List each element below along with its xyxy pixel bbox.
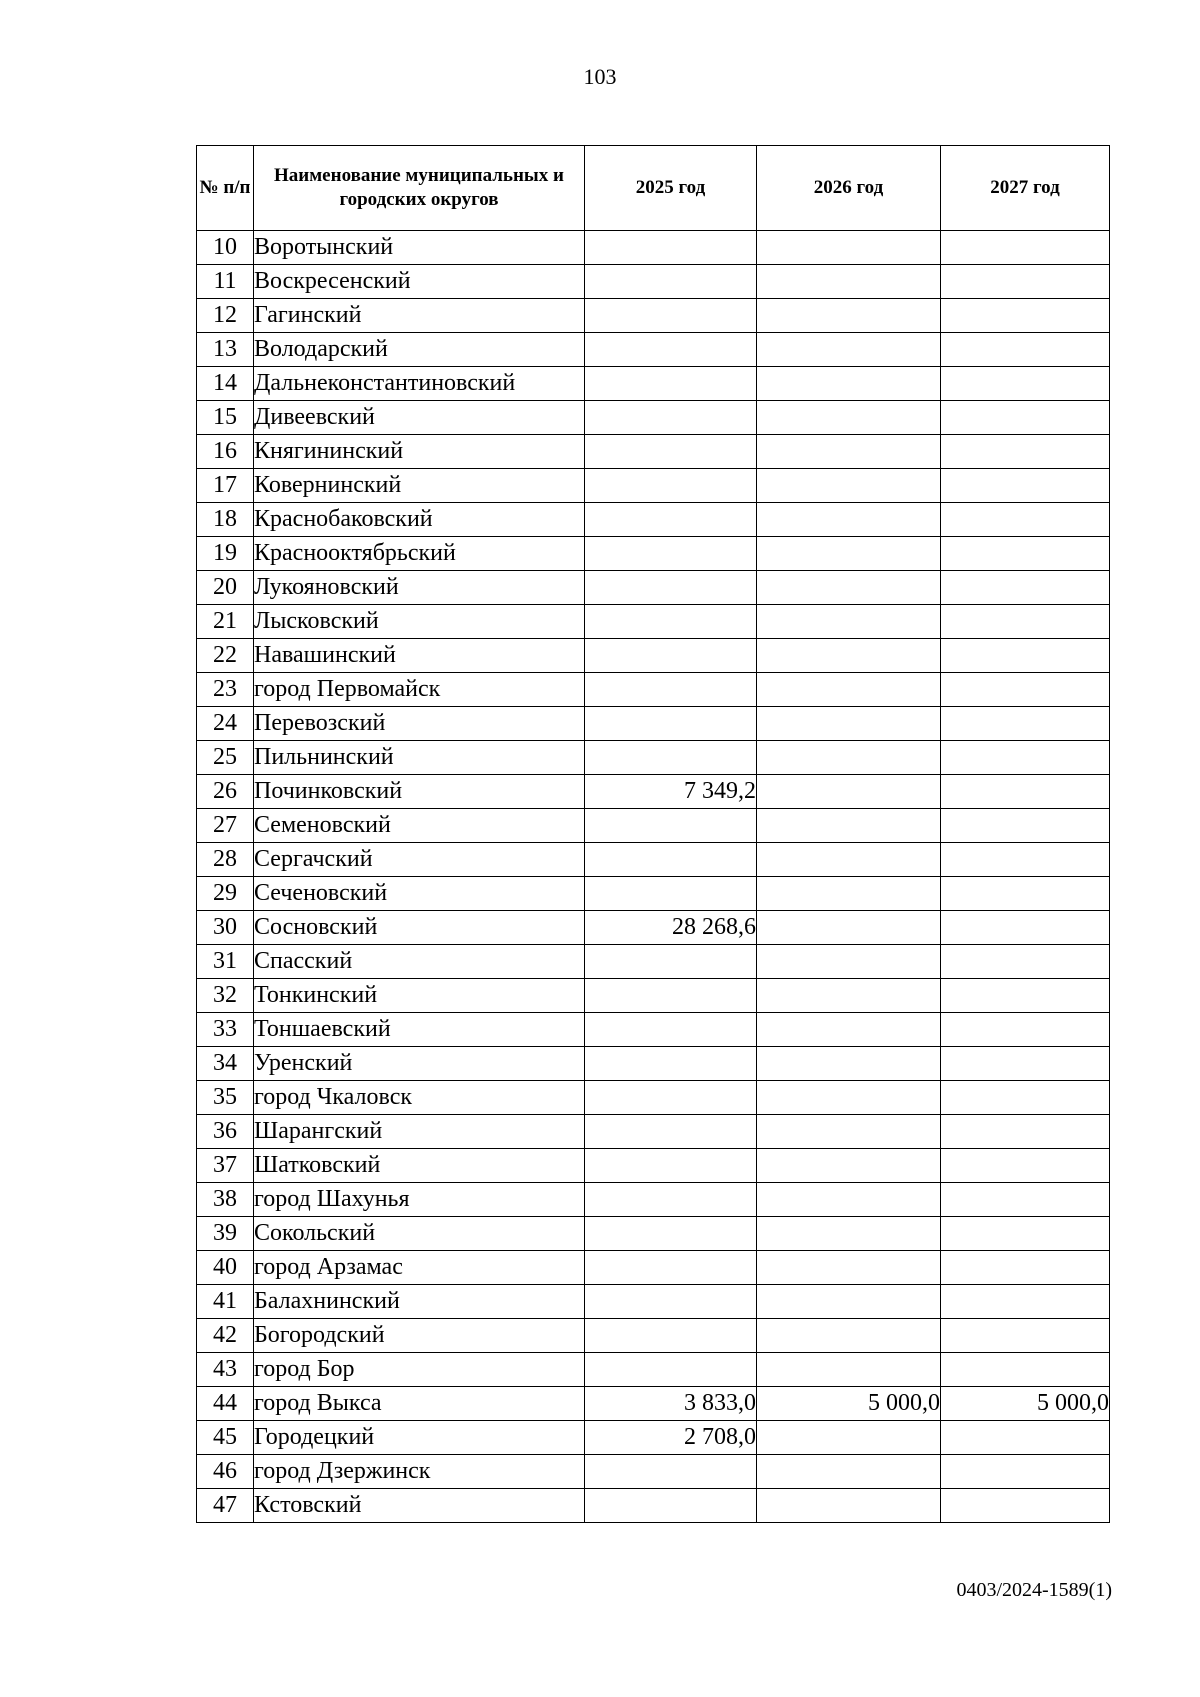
value-2026-cell (757, 333, 941, 367)
value-2026-cell (757, 741, 941, 775)
row-number-cell: 41 (197, 1285, 254, 1319)
row-number-cell: 47 (197, 1489, 254, 1523)
row-number-cell: 27 (197, 809, 254, 843)
row-number-cell: 36 (197, 1115, 254, 1149)
table-row (197, 537, 1110, 571)
value-2025-cell: 2 708,0 (585, 1421, 757, 1455)
value-2027-cell (941, 1489, 1110, 1523)
municipality-name-cell: Тоншаевский (254, 1013, 585, 1047)
municipality-name-cell: город Чкаловск (254, 1081, 585, 1115)
municipality-name-cell: Воскресенский (254, 265, 585, 299)
value-2027-cell (941, 333, 1110, 367)
value-2025-cell (585, 231, 757, 265)
value-2027-cell (941, 775, 1110, 809)
table-row (197, 333, 1110, 367)
value-2025-cell (585, 809, 757, 843)
value-2027-cell (941, 1013, 1110, 1047)
header-num: № п/п (197, 146, 254, 231)
row-number-cell: 14 (197, 367, 254, 401)
table-row (197, 503, 1110, 537)
value-2027-cell (941, 1081, 1110, 1115)
row-number-cell: 23 (197, 673, 254, 707)
value-2027-cell (941, 537, 1110, 571)
value-2027-cell (941, 1455, 1110, 1489)
municipality-name-cell: Шатковский (254, 1149, 585, 1183)
value-2027-cell (941, 1251, 1110, 1285)
table-row (197, 469, 1110, 503)
value-2025-cell (585, 503, 757, 537)
value-2026-cell (757, 265, 941, 299)
value-2027-cell (941, 435, 1110, 469)
value-2027-cell (941, 503, 1110, 537)
value-2025-cell (585, 299, 757, 333)
value-2027-cell (941, 809, 1110, 843)
municipality-name-cell: Семеновский (254, 809, 585, 843)
municipality-name-cell: Сергачский (254, 843, 585, 877)
value-2025-cell (585, 1353, 757, 1387)
value-2025-cell (585, 1251, 757, 1285)
row-number-cell: 24 (197, 707, 254, 741)
row-number-cell: 40 (197, 1251, 254, 1285)
value-2027-cell (941, 231, 1110, 265)
row-number-cell: 16 (197, 435, 254, 469)
value-2026-cell (757, 299, 941, 333)
value-2026-cell (757, 1047, 941, 1081)
row-number-cell: 21 (197, 605, 254, 639)
value-2025-cell (585, 639, 757, 673)
value-2025-cell (585, 741, 757, 775)
table-row (197, 1013, 1110, 1047)
value-2025-cell: 3 833,0 (585, 1387, 757, 1421)
value-2027-cell (941, 1353, 1110, 1387)
value-2027-cell (941, 673, 1110, 707)
value-2026-cell (757, 1353, 941, 1387)
value-2026-cell (757, 1285, 941, 1319)
value-2025-cell (585, 469, 757, 503)
table-row (197, 231, 1110, 265)
municipality-name-cell: Перевозский (254, 707, 585, 741)
value-2027-cell (941, 1319, 1110, 1353)
value-2026-cell (757, 639, 941, 673)
value-2025-cell (585, 843, 757, 877)
value-2025-cell (585, 673, 757, 707)
value-2026-cell (757, 1489, 941, 1523)
municipality-name-cell: Дивеевский (254, 401, 585, 435)
allocation-table (196, 145, 1110, 1523)
value-2026-cell (757, 401, 941, 435)
value-2026-cell (757, 503, 941, 537)
value-2026-cell (757, 1013, 941, 1047)
value-2025-cell (585, 537, 757, 571)
value-2027-cell (941, 1217, 1110, 1251)
value-2026-cell (757, 1319, 941, 1353)
value-2025-cell (585, 1183, 757, 1217)
header-2027: 2027 год (941, 146, 1110, 231)
value-2026-cell (757, 1081, 941, 1115)
value-2026-cell (757, 1217, 941, 1251)
row-number-cell: 17 (197, 469, 254, 503)
table-row (197, 1183, 1110, 1217)
row-number-cell: 37 (197, 1149, 254, 1183)
value-2026-cell (757, 1251, 941, 1285)
row-number-cell: 26 (197, 775, 254, 809)
value-2025-cell (585, 333, 757, 367)
value-2027-cell (941, 979, 1110, 1013)
municipality-name-cell: город Шахунья (254, 1183, 585, 1217)
table-row (197, 1251, 1110, 1285)
row-number-cell: 35 (197, 1081, 254, 1115)
value-2027-cell (941, 299, 1110, 333)
value-2025-cell: 28 268,6 (585, 911, 757, 945)
municipality-name-cell: Тонкинский (254, 979, 585, 1013)
municipality-name-cell: город Выкса (254, 1387, 585, 1421)
row-number-cell: 32 (197, 979, 254, 1013)
value-2026-cell (757, 1421, 941, 1455)
value-2026-cell (757, 571, 941, 605)
table-row (197, 299, 1110, 333)
table-body (197, 231, 1110, 1523)
header-name: Наименование муниципальных и городских округов (254, 146, 585, 231)
value-2025-cell (585, 1285, 757, 1319)
value-2027-cell (941, 571, 1110, 605)
municipality-name-cell: Дальнеконстантиновский (254, 367, 585, 401)
row-number-cell: 45 (197, 1421, 254, 1455)
municipality-name-cell: Лукояновский (254, 571, 585, 605)
municipality-name-cell: Починковский (254, 775, 585, 809)
value-2026-cell (757, 435, 941, 469)
value-2027-cell (941, 843, 1110, 877)
row-number-cell: 42 (197, 1319, 254, 1353)
row-number-cell: 10 (197, 231, 254, 265)
value-2025-cell (585, 605, 757, 639)
row-number-cell: 18 (197, 503, 254, 537)
table-row (197, 1047, 1110, 1081)
header-2025: 2025 год (585, 146, 757, 231)
value-2027-cell (941, 639, 1110, 673)
value-2025-cell (585, 1047, 757, 1081)
value-2027-cell (941, 1149, 1110, 1183)
row-number-cell: 43 (197, 1353, 254, 1387)
value-2025-cell (585, 1115, 757, 1149)
municipality-name-cell: Гагинский (254, 299, 585, 333)
row-number-cell: 20 (197, 571, 254, 605)
value-2027-cell (941, 469, 1110, 503)
value-2025-cell (585, 1081, 757, 1115)
municipality-name-cell: Краснобаковский (254, 503, 585, 537)
table-row (197, 1081, 1110, 1115)
row-number-cell: 31 (197, 945, 254, 979)
value-2025-cell (585, 435, 757, 469)
value-2025-cell (585, 1455, 757, 1489)
table-row (197, 741, 1110, 775)
row-number-cell: 30 (197, 911, 254, 945)
table-row (197, 1421, 1110, 1455)
table-row (197, 979, 1110, 1013)
municipality-name-cell: Краснооктябрьский (254, 537, 585, 571)
value-2025-cell (585, 1319, 757, 1353)
value-2027-cell (941, 605, 1110, 639)
table-header (197, 146, 1110, 231)
row-number-cell: 38 (197, 1183, 254, 1217)
municipality-name-cell: Кстовский (254, 1489, 585, 1523)
municipality-name-cell: Княгининский (254, 435, 585, 469)
row-number-cell: 19 (197, 537, 254, 571)
value-2026-cell (757, 945, 941, 979)
table-row (197, 809, 1110, 843)
municipality-name-cell: Уренский (254, 1047, 585, 1081)
value-2025-cell (585, 945, 757, 979)
value-2027-cell (941, 1115, 1110, 1149)
value-2027-cell (941, 265, 1110, 299)
value-2026-cell (757, 1455, 941, 1489)
table-row (197, 367, 1110, 401)
value-2027-cell: 5 000,0 (941, 1387, 1110, 1421)
municipality-name-cell: Сокольский (254, 1217, 585, 1251)
row-number-cell: 13 (197, 333, 254, 367)
municipality-name-cell: Балахнинский (254, 1285, 585, 1319)
value-2025-cell: 7 349,2 (585, 775, 757, 809)
value-2026-cell (757, 877, 941, 911)
table-row (197, 1455, 1110, 1489)
value-2026-cell (757, 911, 941, 945)
table-row (197, 911, 1110, 945)
value-2025-cell (585, 979, 757, 1013)
value-2026-cell (757, 775, 941, 809)
row-number-cell: 46 (197, 1455, 254, 1489)
municipality-name-cell: Шарангский (254, 1115, 585, 1149)
table-row (197, 775, 1110, 809)
table-row (197, 435, 1110, 469)
value-2027-cell (941, 1047, 1110, 1081)
municipality-name-cell: город Арзамас (254, 1251, 585, 1285)
value-2026-cell (757, 231, 941, 265)
value-2027-cell (941, 1183, 1110, 1217)
value-2026-cell (757, 673, 941, 707)
value-2027-cell (941, 741, 1110, 775)
table-row (197, 843, 1110, 877)
page-number: 103 (583, 64, 617, 89)
municipality-name-cell: город Первомайск (254, 673, 585, 707)
value-2027-cell (941, 945, 1110, 979)
value-2026-cell (757, 843, 941, 877)
table-row (197, 707, 1110, 741)
value-2027-cell (941, 877, 1110, 911)
row-number-cell: 28 (197, 843, 254, 877)
value-2026-cell (757, 367, 941, 401)
row-number-cell: 12 (197, 299, 254, 333)
row-number-cell: 34 (197, 1047, 254, 1081)
table-row (197, 401, 1110, 435)
table-row (197, 877, 1110, 911)
value-2025-cell (585, 367, 757, 401)
table-row (197, 1285, 1110, 1319)
table-row (197, 571, 1110, 605)
value-2026-cell (757, 1183, 941, 1217)
value-2026-cell (757, 707, 941, 741)
header-row (197, 146, 1110, 231)
municipality-name-cell: Богородский (254, 1319, 585, 1353)
value-2025-cell (585, 401, 757, 435)
table-row (197, 1489, 1110, 1523)
value-2025-cell (585, 1217, 757, 1251)
row-number-cell: 11 (197, 265, 254, 299)
municipality-name-cell: Спасский (254, 945, 585, 979)
row-number-cell: 33 (197, 1013, 254, 1047)
table-row (197, 1217, 1110, 1251)
municipality-name-cell: Пильнинский (254, 741, 585, 775)
table-row (197, 1319, 1110, 1353)
value-2027-cell (941, 1421, 1110, 1455)
table-row (197, 265, 1110, 299)
value-2027-cell (941, 911, 1110, 945)
value-2025-cell (585, 1013, 757, 1047)
value-2026-cell (757, 1115, 941, 1149)
value-2025-cell (585, 265, 757, 299)
value-2026-cell (757, 1149, 941, 1183)
table-row (197, 1149, 1110, 1183)
value-2026-cell (757, 605, 941, 639)
row-number-cell: 15 (197, 401, 254, 435)
municipality-name-cell: Ковернинский (254, 469, 585, 503)
document-code: 0403/2024-1589(1) (956, 1579, 1112, 1601)
value-2025-cell (585, 1489, 757, 1523)
municipality-name-cell: город Дзержинск (254, 1455, 585, 1489)
municipality-name-cell: Володарский (254, 333, 585, 367)
row-number-cell: 25 (197, 741, 254, 775)
value-2026-cell (757, 469, 941, 503)
row-number-cell: 29 (197, 877, 254, 911)
value-2027-cell (941, 401, 1110, 435)
row-number-cell: 44 (197, 1387, 254, 1421)
municipality-name-cell: Сосновский (254, 911, 585, 945)
municipality-name-cell: Городецкий (254, 1421, 585, 1455)
row-number-cell: 22 (197, 639, 254, 673)
value-2026-cell (757, 979, 941, 1013)
table-row (197, 673, 1110, 707)
municipality-name-cell: Лысковский (254, 605, 585, 639)
municipality-name-cell: Навашинский (254, 639, 585, 673)
municipality-name-cell: город Бор (254, 1353, 585, 1387)
value-2025-cell (585, 877, 757, 911)
municipality-name-cell: Сеченовский (254, 877, 585, 911)
value-2026-cell: 5 000,0 (757, 1387, 941, 1421)
header-2026: 2026 год (757, 146, 941, 231)
table-row (197, 1353, 1110, 1387)
table-row (197, 1387, 1110, 1421)
table-row (197, 639, 1110, 673)
value-2026-cell (757, 537, 941, 571)
value-2026-cell (757, 809, 941, 843)
value-2025-cell (585, 707, 757, 741)
value-2027-cell (941, 707, 1110, 741)
value-2025-cell (585, 1149, 757, 1183)
value-2027-cell (941, 367, 1110, 401)
row-number-cell: 39 (197, 1217, 254, 1251)
municipality-name-cell: Воротынский (254, 231, 585, 265)
value-2027-cell (941, 1285, 1110, 1319)
value-2025-cell (585, 571, 757, 605)
table-row (197, 945, 1110, 979)
table-row (197, 1115, 1110, 1149)
table-row (197, 605, 1110, 639)
